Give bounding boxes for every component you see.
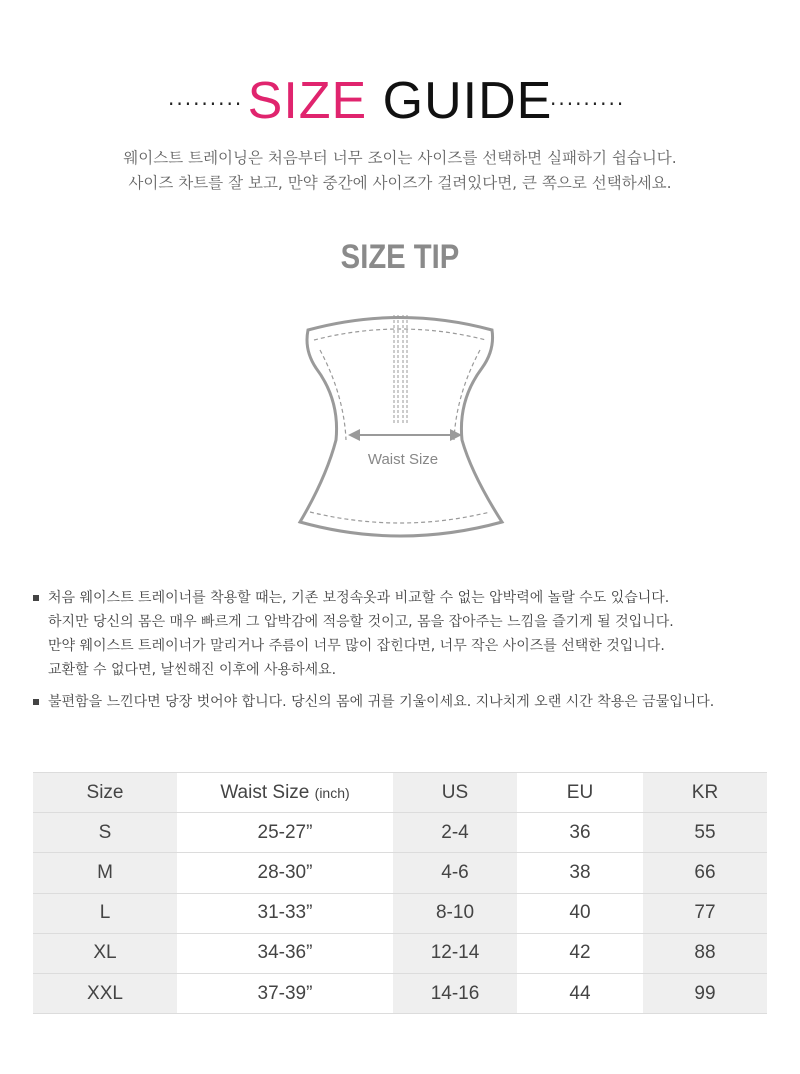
header-waist-size xyxy=(177,773,393,813)
table-row xyxy=(33,973,767,1013)
header-kr: KR xyxy=(643,773,767,813)
title-guide: GUIDE xyxy=(382,72,553,130)
note-item xyxy=(33,690,783,714)
cell-waist: 31-33” xyxy=(177,893,393,933)
cell-kr: 99 xyxy=(643,973,767,1013)
cell-eu: 40 xyxy=(517,893,643,933)
cell-size: XL xyxy=(33,933,177,973)
note-item xyxy=(33,586,783,682)
note-line: 교환할 수 없다면, 날씬해진 이후에 사용하세요. xyxy=(48,662,337,678)
note-line: 만약 웨이스트 트레이너가 말리거나 주름이 너무 많이 잡힌다면, 너무 작은 사이즈를 선택한 것입니다. xyxy=(48,638,665,654)
cell-us: 14-16 xyxy=(393,973,517,1013)
cell-kr: 66 xyxy=(643,853,767,893)
table-row xyxy=(33,933,767,973)
header-waist-unit: (inch) xyxy=(314,784,350,801)
cell-us: 12-14 xyxy=(393,933,517,973)
intro-text xyxy=(0,146,800,196)
notes-section xyxy=(33,586,783,714)
cell-eu: 42 xyxy=(517,933,643,973)
cell-waist: 28-30” xyxy=(177,853,393,893)
page-title xyxy=(0,70,800,132)
decorative-dots-left: ········· xyxy=(168,92,244,116)
table-row xyxy=(33,853,767,893)
table-row xyxy=(33,893,767,933)
cell-kr: 55 xyxy=(643,813,767,853)
cell-waist: 34-36” xyxy=(177,933,393,973)
size-tip-title: SIZE TIP xyxy=(340,238,460,276)
cell-kr: 88 xyxy=(643,933,767,973)
cell-us: 4-6 xyxy=(393,853,517,893)
cell-eu: 44 xyxy=(517,973,643,1013)
size-chart-table xyxy=(33,772,767,1014)
cell-eu: 36 xyxy=(517,813,643,853)
cell-waist: 37-39” xyxy=(177,973,393,1013)
header-size: Size xyxy=(33,773,177,813)
decorative-dots-right: ········· xyxy=(550,92,626,116)
cell-eu: 38 xyxy=(517,853,643,893)
size-guide-header xyxy=(0,70,800,132)
waist-trainer-illustration xyxy=(290,300,510,545)
header-waist-label: Waist Size xyxy=(220,781,310,803)
header-eu: EU xyxy=(517,773,643,813)
note-line: 처음 웨이스트 트레이너를 착용할 때는, 기존 보정속옷과 비교할 수 없는 압박력에 놀랄 수도 있습니다. xyxy=(48,590,670,606)
table-header-row xyxy=(33,773,767,813)
table-row xyxy=(33,813,767,853)
cell-size: L xyxy=(33,893,177,933)
cell-size: M xyxy=(33,853,177,893)
note-line: 하지만 당신의 몸은 매우 빠르게 그 압박감에 적응할 것이고, 몸을 잡아주는 느낌을 즐기게 될 것입니다. xyxy=(48,614,674,630)
cell-size: S xyxy=(33,813,177,853)
intro-line-2: 사이즈 차트를 잘 보고, 만약 중간에 사이즈가 걸려있다면, 큰 쪽으로 선택하세요. xyxy=(128,174,672,192)
cell-us: 8-10 xyxy=(393,893,517,933)
trainer-outline xyxy=(300,318,502,537)
square-bullet-icon xyxy=(33,699,39,705)
title-size: SIZE xyxy=(247,72,368,130)
header-us: US xyxy=(393,773,517,813)
note-line: 불편함을 느낀다면 당장 벗어야 합니다. 당신의 몸에 귀를 기울이세요. 지나치게 오랜 시간 착용은 금물입니다. xyxy=(48,694,715,710)
cell-us: 2-4 xyxy=(393,813,517,853)
waist-size-label: Waist Size xyxy=(367,451,439,468)
intro-line-1: 웨이스트 트레이닝은 처음부터 너무 조이는 사이즈를 선택하면 실패하기 쉽습니다. xyxy=(123,149,677,167)
cell-kr: 77 xyxy=(643,893,767,933)
square-bullet-icon xyxy=(33,595,39,601)
cell-size: XXL xyxy=(33,973,177,1013)
cell-waist: 25-27” xyxy=(177,813,393,853)
